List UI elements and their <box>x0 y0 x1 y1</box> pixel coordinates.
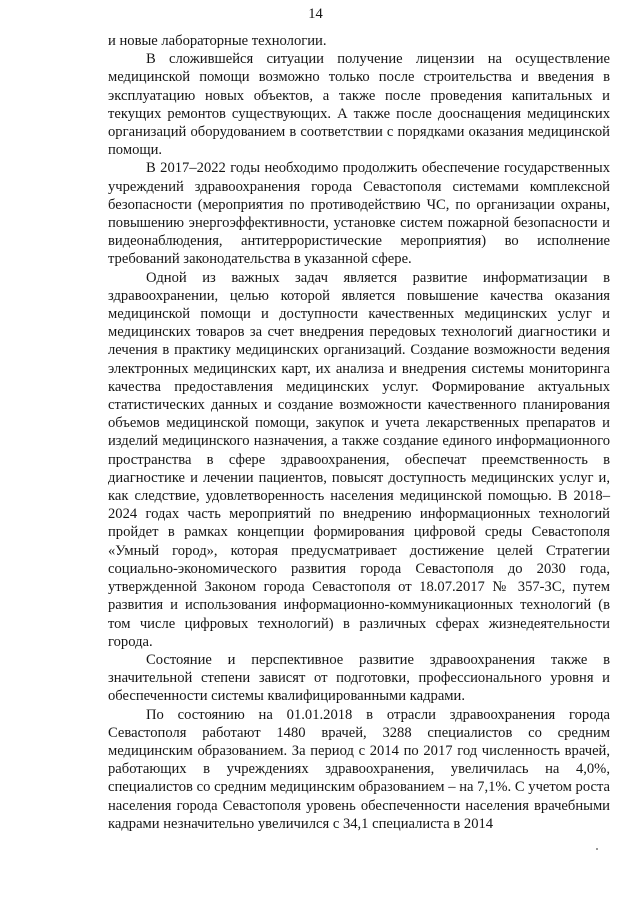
page-number: 14 <box>308 6 323 22</box>
document-body <box>108 32 610 833</box>
paragraph-staff-statistics: По состоянию на 01.01.2018 в отрасли здравоохранения города Севастополя работают 1480 врачей, 3288 специалистов со средним медицинским образованием. За период с 2014 по 2017 год численность врачей, работающих в учреждениях здравоохранения, увеличилась на 4,0%, специалистов со средним медицинским образованием – на 7,1%. С учетом роста населения города Севастополя уровень обеспеченности населения врачебными кадрами незначительно увеличился с 34,1 специалиста в 2014 <box>108 706 610 832</box>
paragraph-security-systems: В 2017–2022 годы необходимо продолжить обеспечение государственных учреждений здравоохранения города Севастополя системами комплексной безопасности (мероприятия по противодействию ЧС, по организации охраны, повышению энергоэффективности, установке систем пожарной безопасности и видеонаблюдения, антитеррористические мероприятия) во исполнение требований законодательства в указанной сфере. <box>108 160 610 268</box>
paragraph-informatization: Одной из важных задач является развитие информатизации в здравоохранении, целью которой является повышение качества оказания медицинской помощи и доступности качественных медицинских услуг и медицинских товаров за счет внедрения передовых технологий диагностики и лечения в практику медицинских организаций. Создание возможности ведения электронных медицинских карт, их анализа и внедрения системы мониторинга качества предоставления медицинских услуг. Формирование актуальных статистических данных и создание возможности качественного планирования объемов медицинской помощи, закупок и учета лекарственных препаратов и изделий медицинского назначения, а также создание единого информационного пространства в сфере здравоохранения, обеспечат преемственность в диагностике и лечении пациентов, повысят доступность медицинских услуг и, как следствие, удовлетворенность населения медицинской помощью. В 2018–2024 годах часть мероприятий по внедрению информационных технологий пройдет в рамках концепции формирования цифровой среды Севастополя «Умный город», которая предусматривает достижение целей Стратегии социально-экономического развития города Севастополя до 2030 года, утвержденной Законом города Севастополя от 18.07.2017 № 357-ЗС, путем развития и использования информационно-коммуникационных технологий (в том числе цифровых технологий) в различных сферах жизнедеятельности города. <box>108 269 610 650</box>
paragraph-licensing: В сложившейся ситуации получение лицензии на осуществление медицинской помощи возможно только после строительства и введения в эксплуатацию новых объектов, а также после проведения капитальных и текущих ремонтов существующих. А также после дооснащения медицинских организаций оборудованием в соответствии с порядками оказания медицинской помощи. <box>108 51 610 159</box>
scan-artifact-dot <box>596 848 598 850</box>
paragraph-continuation: и новые лабораторные технологии. <box>108 33 327 49</box>
paragraph-staffing: Состояние и перспективное развитие здравоохранения также в значительной степени зависят от подготовки, профессионального уровня и обеспеченности системы квалифицированными кадрами. <box>108 651 610 705</box>
